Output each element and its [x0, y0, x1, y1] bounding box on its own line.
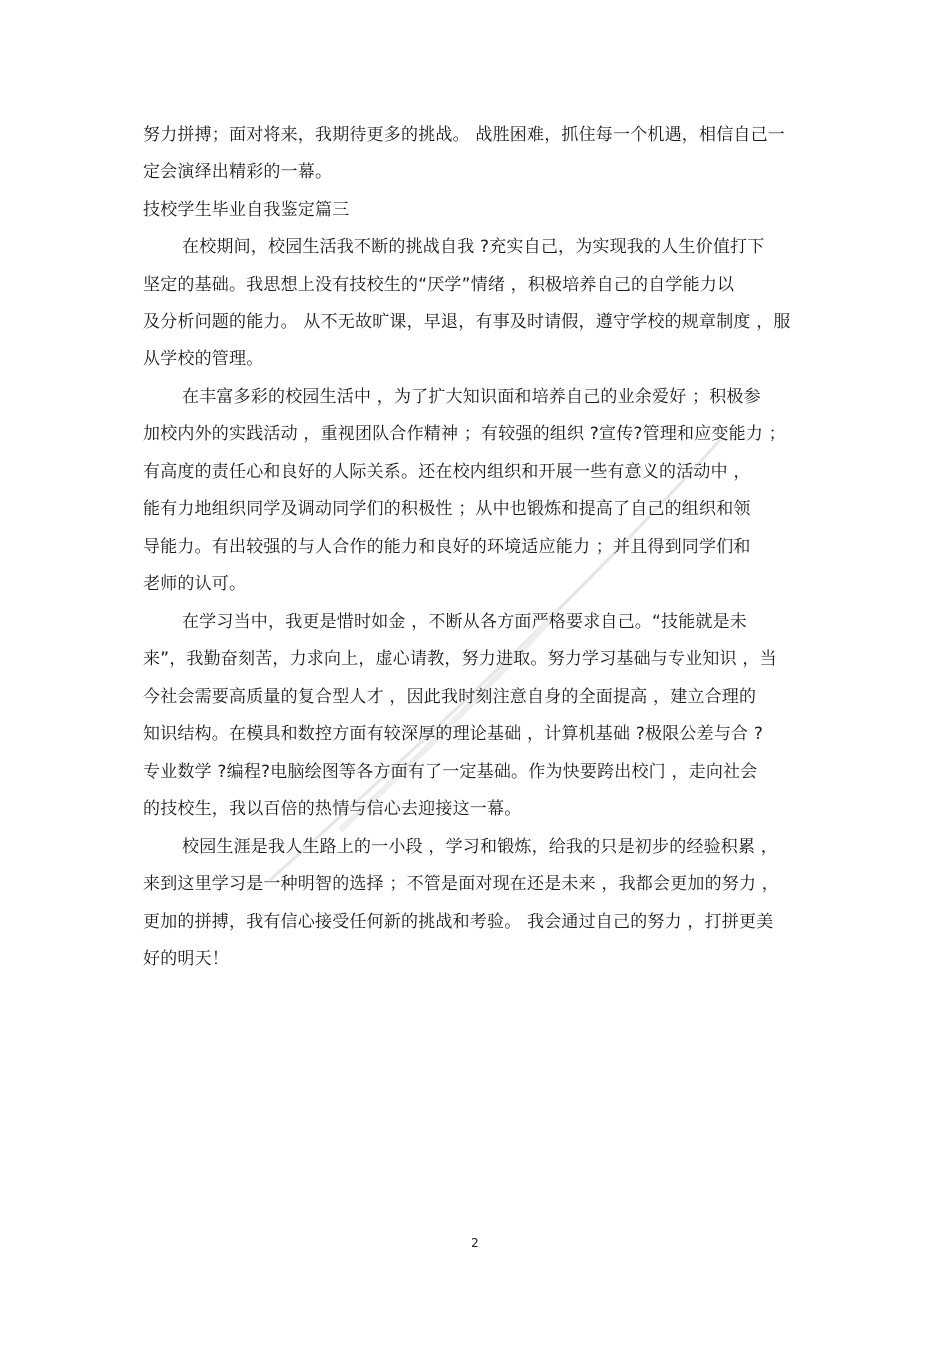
- text-line: 导能力。有出较强的与人合作的能力和良好的环境适应能力 ；并且得到同学们和: [143, 537, 751, 557]
- text-line: 老师的认可。: [143, 574, 247, 594]
- page-number: 2: [471, 1236, 479, 1250]
- text-line: 校园生涯是我人生路上的一小段 ，学习和锻炼，给我的只是初步的经验积累 ，: [182, 837, 779, 857]
- text-line: 的技校生，我以百倍的热情与信心去迎接这一幕。: [143, 799, 522, 819]
- text-line: 定会演绎出精彩的一幕。: [143, 162, 333, 182]
- text-line: 从学校的管理。: [143, 349, 264, 369]
- text-line: 知识结构。在模具和数控方面有较深厚的理论基础 ，计算机基础 ?极限公差与合 ?: [143, 724, 764, 744]
- text-line: 来到这里学习是一种明智的选择 ；不管是面对现在还是未来 ，我都会更加的努力 ，: [143, 874, 780, 894]
- text-line: 来”，我勤奋刻苦，力求向上，虚心请教，努力进取。努力学习基础与专业知识 ，当: [143, 649, 777, 669]
- text-line: 专业数学 ?编程?电脑绘图等各方面有了一定基础。作为快要跨出校门 ，走向社会: [143, 762, 758, 782]
- text-line: 今社会需要高质量的复合型人才 ，因此我时刻注意自身的全面提高 ，建立合理的: [143, 687, 757, 707]
- text-line: 在学习当中，我更是惜时如金 ，不断从各方面严格要求自己。“技能就是未: [182, 612, 748, 632]
- text-line: 更加的拼搏，我有信心接受任何新的挑战和考验。 我会通过自己的努力 ，打拼更美: [143, 912, 774, 932]
- text-line: 及分析问题的能力。 从不无故旷课，早退，有事及时请假，遵守学校的规章制度 ，服: [143, 312, 791, 332]
- text-line: 在丰富多彩的校园生活中 ，为了扩大知识面和培养自己的业余爱好 ；积极参: [182, 387, 761, 407]
- text-line: 努力拼搏；面对将来，我期待更多的挑战。 战胜困难，抓住每一个机遇，相信自己一: [143, 125, 786, 145]
- section-heading: 技校学生毕业自我鉴定篇三: [143, 200, 350, 220]
- text-line: 在校期间，校园生活我不断的挑战自我 ?充实自己，为实现我的人生价值打下: [182, 237, 765, 257]
- text-line: 加校内外的实践活动 ，重视团队合作精神 ；有较强的组织 ?宣传?管理和应变能力 ；: [143, 424, 786, 444]
- text-line: 有高度的责任心和良好的人际关系。还在校内组织和开展一些有意义的活动中 ，: [143, 462, 751, 482]
- text-line: 能有力地组织同学及调动同学们的积极性 ；从中也锻炼和提高了自己的组织和领: [143, 499, 751, 519]
- text-line: 坚定的基础。我思想上没有技校生的“厌学”情绪 ，积极培养自己的自学能力以: [143, 275, 735, 295]
- text-line: 好的明天！: [143, 949, 229, 969]
